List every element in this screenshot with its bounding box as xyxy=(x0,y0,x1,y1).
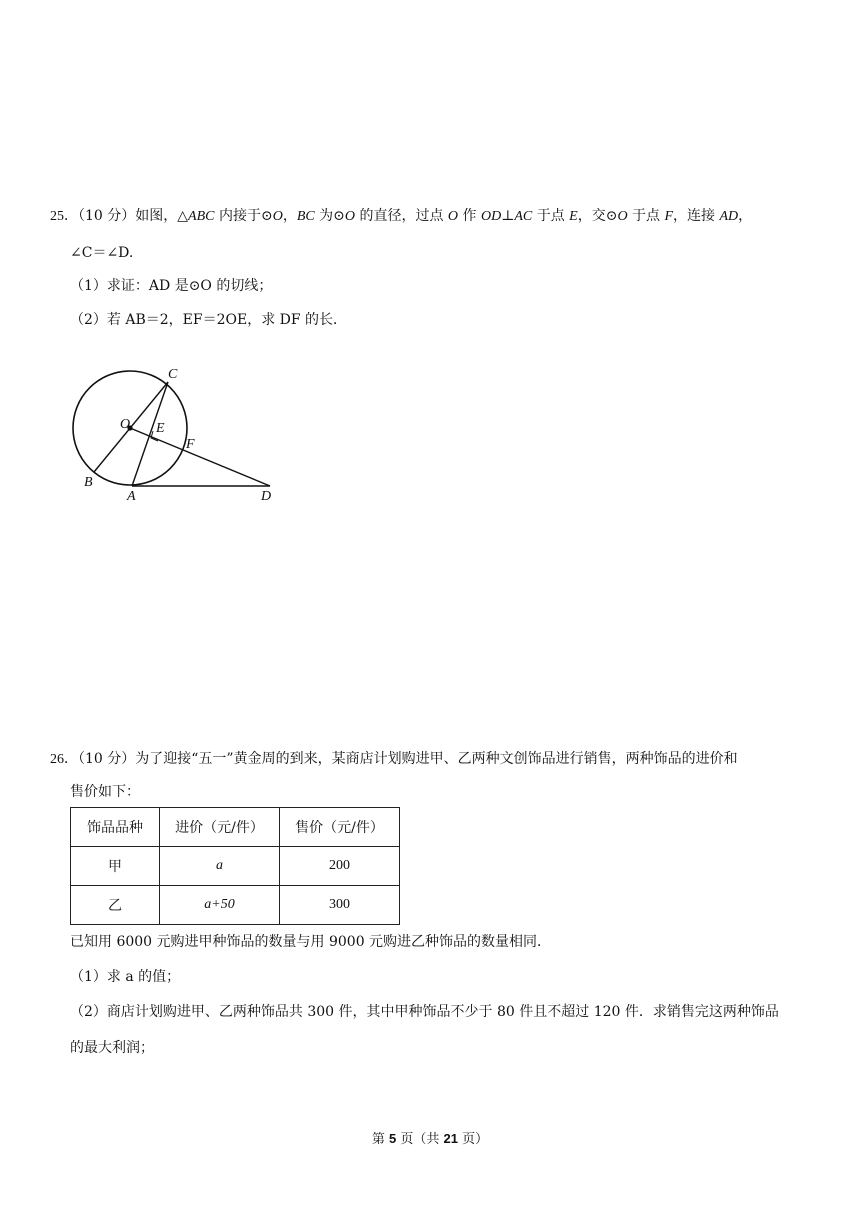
q25-var: O xyxy=(617,209,628,224)
total-pages: 21 xyxy=(443,1131,458,1146)
q25-score: （10 分） xyxy=(78,208,136,224)
q25-number: 25． xyxy=(50,209,78,224)
table-cell: a+50 xyxy=(160,886,280,925)
q26-stem-line1 xyxy=(50,749,738,770)
table-cell: 300 xyxy=(280,886,400,925)
q26-part2-line1: （2）商店计划购进甲、乙两种饰品共 300 件，其中甲种饰品不少于 80 件且不超过 120 件．求销售完这两种饰品 xyxy=(70,1004,779,1020)
q26-part2-line2: 的最大利润； xyxy=(70,1040,154,1056)
table-row xyxy=(71,886,400,925)
q25-text: ⊥ xyxy=(501,208,515,224)
label-c: C xyxy=(168,367,178,382)
page-number: 5 xyxy=(389,1131,397,1146)
q25-var: F xyxy=(664,209,674,224)
page-footer xyxy=(0,1128,860,1147)
q25-text: 为⊙ xyxy=(314,208,345,224)
q25-var: AC xyxy=(514,209,533,224)
q25-text: ， xyxy=(282,208,297,224)
q25-var: O xyxy=(447,209,459,224)
table-cell: a xyxy=(160,847,280,886)
footer-text: 页） xyxy=(457,1132,489,1147)
table-header-row xyxy=(71,808,400,847)
q26-number: 26． xyxy=(50,752,78,767)
table-header-cell: 售价（元/件） xyxy=(280,808,400,847)
q26-score: （10 分） xyxy=(78,751,136,767)
q25-text: 内接于⊙ xyxy=(214,208,273,224)
q25-text: 的直径，过点 xyxy=(355,208,448,224)
footer-text: 页（共 xyxy=(396,1132,444,1147)
price-table xyxy=(70,807,400,925)
q25-geometry-figure xyxy=(60,360,280,510)
q26-stem-text: 为了迎接“五一”黄金周的到来，某商店计划购进甲、乙两种文创饰品进行销售，两种饰品的进价和 xyxy=(135,751,738,767)
q25-var: E xyxy=(569,209,578,224)
q25-text: 于点 xyxy=(627,208,665,224)
q25-var: O xyxy=(272,209,283,224)
label-d: D xyxy=(261,489,272,504)
q26-given: 已知用 6000 元购进甲种饰品的数量与用 9000 元购进乙种饰品的数量相同． xyxy=(70,934,552,950)
label-f: F xyxy=(186,437,195,452)
table-cell: 甲 xyxy=(71,847,160,886)
q25-text: 作 xyxy=(458,208,481,224)
table-row xyxy=(71,847,400,886)
label-b: B xyxy=(84,475,93,490)
footer-text: 第 xyxy=(371,1132,390,1147)
table-header-cell: 进价（元/件） xyxy=(160,808,280,847)
q25-var: OD xyxy=(480,209,502,224)
q25-text: ，交⊙ xyxy=(577,208,618,224)
q25-var: ABC xyxy=(188,209,215,224)
table-cell: 200 xyxy=(280,847,400,886)
q25-part1: （1）求证：AD 是⊙O 的切线； xyxy=(70,278,273,294)
q25-var: O xyxy=(344,209,356,224)
label-e: E xyxy=(156,421,165,436)
label-a: A xyxy=(127,489,136,504)
label-o: O xyxy=(120,417,131,432)
table-cell: 乙 xyxy=(71,886,160,925)
q25-stem-line1 xyxy=(50,206,752,227)
q25-var: AD xyxy=(719,209,739,224)
q25-var: BC xyxy=(296,209,315,224)
q25-text: 于点 xyxy=(532,208,570,224)
q25-text: 如图，△ xyxy=(135,208,189,224)
q26-part1: （1）求 a 的值； xyxy=(70,969,181,985)
table-header-cell: 饰品品种 xyxy=(71,808,160,847)
q25-text: ，连接 xyxy=(673,208,720,224)
q25-part2: （2）若 AB＝2，EF＝2OE，求 DF 的长． xyxy=(70,312,348,328)
q26-stem-line2: 售价如下： xyxy=(70,784,140,800)
q25-stem-line2: ∠C＝∠D. xyxy=(70,245,134,261)
q25-text: ， xyxy=(738,208,753,224)
